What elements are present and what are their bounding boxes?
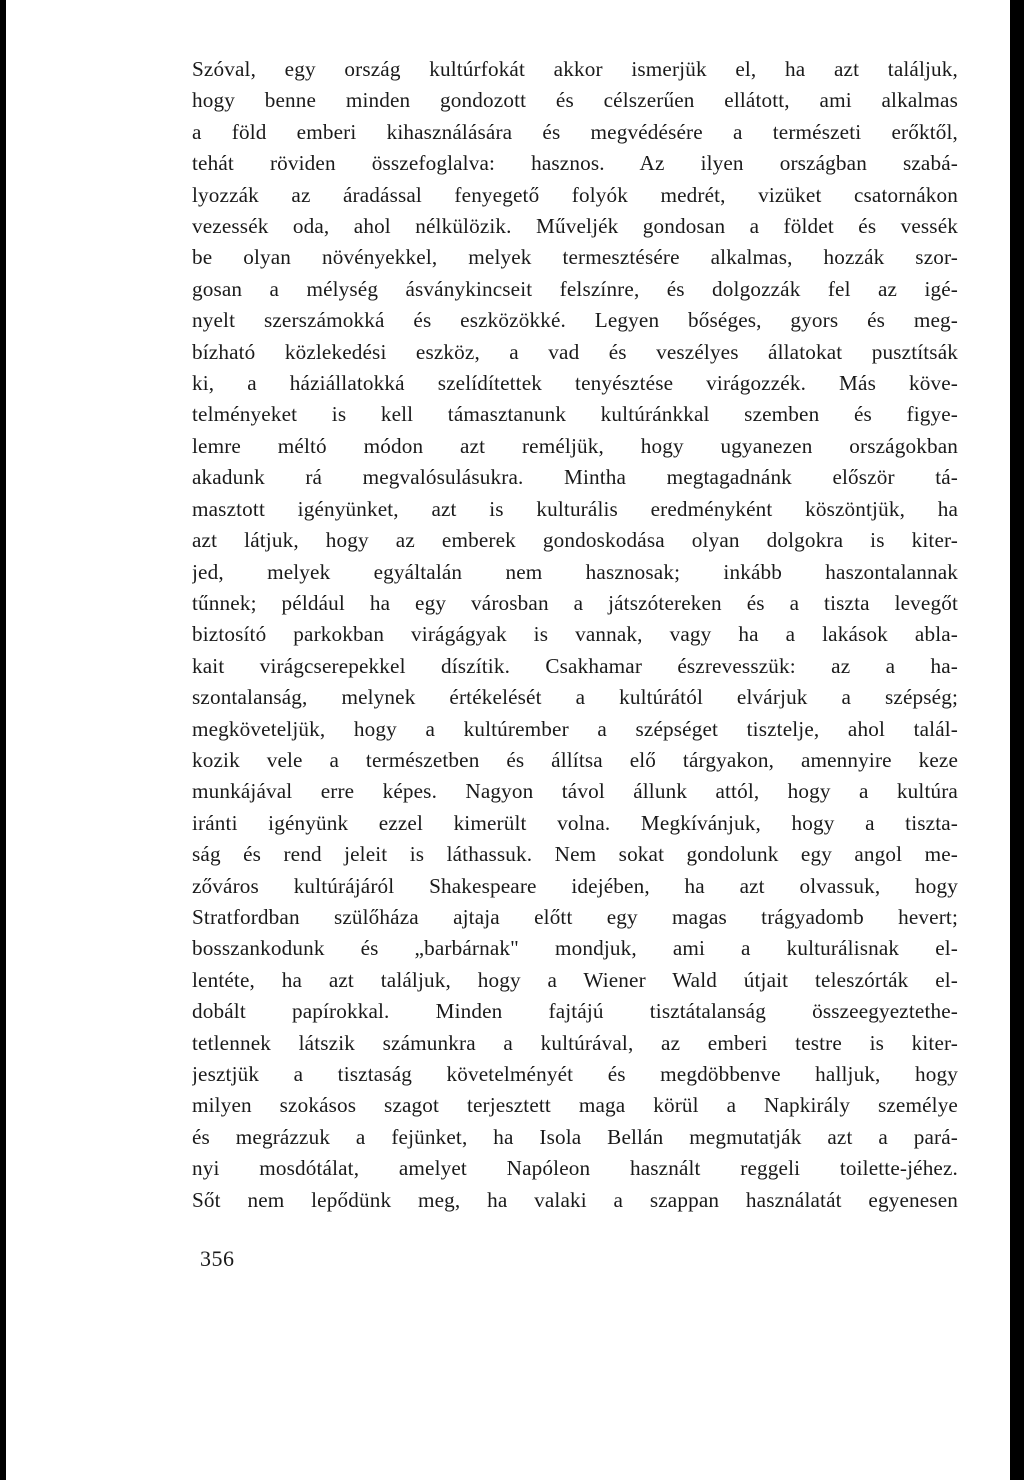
text-line: a föld emberi kihasználására és megvédésére a természeti erőktől,	[192, 119, 958, 144]
text-line: iránti igényünk ezzel kimerült volna. Megkívánjuk, hogy a tiszta-	[192, 810, 958, 835]
text-line: Szóval, egy ország kultúrfokát akkor ismerjük el, ha azt találjuk,	[192, 57, 958, 81]
text-line: megköveteljük, hogy a kultúrember a szépséget tisztelje, ahol talál-	[192, 716, 958, 741]
text-line: jed, melyek egyáltalán nem hasznosak; inkább haszontalannak	[192, 559, 958, 584]
text-line: Sőt nem lepődünk meg, ha valaki a szappan használatát egyenesen	[192, 1187, 958, 1212]
text-line: tetlennek látszik számunkra a kultúrával, az emberi testre is kiter-	[192, 1030, 958, 1055]
text-line: Stratfordban szülőháza ajtaja előtt egy magas trágyadomb hevert;	[192, 904, 958, 929]
body-text	[192, 54, 958, 1216]
text-line: nyelt szerszámokká és eszközökké. Legyen bőséges, gyors és meg-	[192, 308, 958, 333]
text-line: azt látjuk, hogy az emberek gondoskodása olyan dolgokra is kiter-	[192, 528, 958, 553]
text-line: kait virágcserepekkel díszítik. Csakhamar észrevesszük: az a ha-	[192, 653, 958, 678]
text-line: ság és rend jeleit is láthassuk. Nem sokat gondolunk egy angol me-	[192, 842, 958, 867]
text-line: milyen szokásos szagot terjesztett maga körül a Napkirály személye	[192, 1093, 958, 1118]
page-number: 356	[200, 1246, 235, 1271]
text-line: lyozzák az áradással fenyegető folyók medrét, vizüket csatornákon	[192, 182, 958, 207]
text-line: lemre méltó módon azt reméljük, hogy ugyanezen országokban	[192, 433, 958, 458]
text-line: tűnnek; például ha egy városban a játszótereken és a tiszta levegőt	[192, 590, 958, 615]
text-line: szontalanság, melynek értékelését a kultúrától elvárjuk a szépség;	[192, 685, 958, 710]
text-line: hogy benne minden gondozott és célszerűen ellátott, ami alkalmas	[192, 88, 958, 113]
text-line: ki, a háziállatokká szelídítettek tenyésztése virágozzék. Más köve-	[192, 371, 958, 396]
text-line: masztott igényünket, azt is kulturális eredményként köszöntjük, ha	[192, 496, 958, 521]
text-line: jesztjük a tisztaság követelményét és megdöbbenve halljuk, hogy	[192, 1062, 958, 1086]
text-line: kozik vele a természetben és állítsa elő tárgyakon, amennyire keze	[192, 747, 958, 772]
text-line: dobált papírokkal. Minden fajtájú tisztátalanság összeegyeztethe-	[192, 999, 958, 1024]
text-line: nyi mosdótálat, amelyet Napóleon használt reggeli toilette-jéhez.	[192, 1156, 958, 1181]
text-line: tehát röviden összefoglalva: hasznos. Az ilyen országban szabá-	[192, 151, 958, 176]
text-line: és megrázzuk a fejünket, ha Isola Bellán megmutatják azt a pará-	[192, 1124, 958, 1149]
text-line: be olyan növényekkel, melyek termesztésére alkalmas, hozzák szor-	[192, 245, 958, 270]
text-line: lentéte, ha azt találjuk, hogy a Wiener Wald útjait teleszórták el-	[192, 967, 958, 992]
text-line: telményeket is kell támasztanunk kultúránkkal szemben és figye-	[192, 402, 958, 427]
text-line: bosszankodunk és „barbárnak" mondjuk, ami a kulturálisnak el-	[192, 936, 958, 961]
text-line: zőváros kultúrájáról Shakespeare idejében, ha azt olvassuk, hogy	[192, 873, 958, 898]
text-line: gosan a mélység ásványkincseit felszínre, és dolgozzák fel az igé-	[192, 276, 958, 301]
book-page	[6, 0, 1010, 1480]
text-line: munkájával erre képes. Nagyon távol állunk attól, hogy a kultúra	[192, 779, 958, 804]
text-line: akadunk rá megvalósulásukra. Mintha megtagadnánk először tá-	[192, 465, 958, 490]
text-line: bízható közlekedési eszköz, a vad és veszélyes állatokat pusztítsák	[192, 339, 958, 364]
text-line: biztosító parkokban virágágyak is vannak, vagy ha a lakások abla-	[192, 622, 958, 647]
text-line: vezessék oda, ahol nélkülözik. Műveljék gondosan a földet és vessék	[192, 214, 958, 239]
